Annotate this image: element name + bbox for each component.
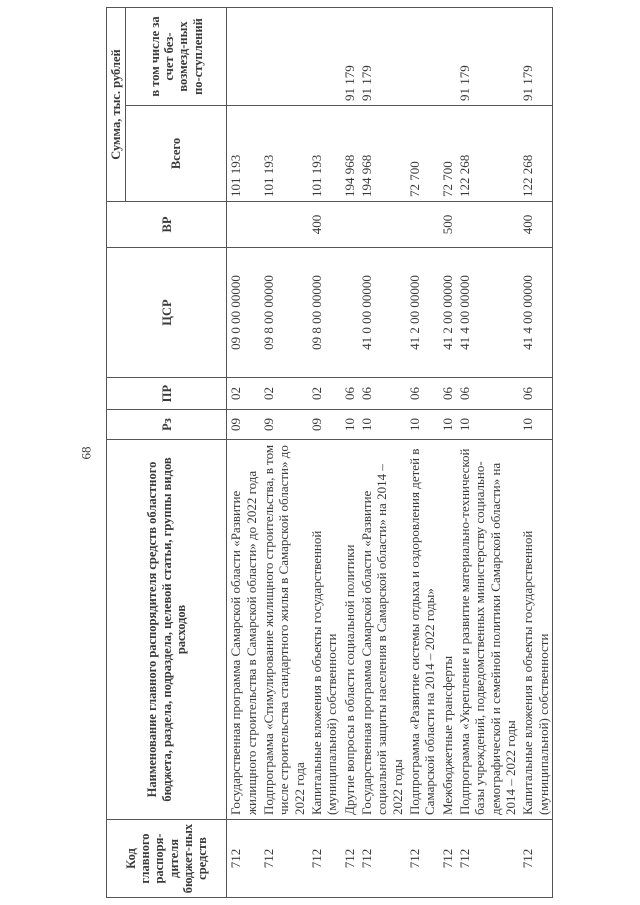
cell-name: Подпрограмма «Укрепление и развитие материально-технической базы учреждений, подведомственных министерству социально-демографической и семейной политики Самарской области» на 2014 – 2022 годы: [456, 440, 519, 820]
cell-rz: 10: [439, 410, 456, 440]
cell-total: 72 700: [439, 106, 456, 202]
cell-total: 194 968: [358, 106, 406, 202]
cell-csr: [341, 248, 358, 378]
cell-pr: 06: [519, 378, 552, 410]
cell-name: Подпрограмма «Стимулирование жилищного строительства, в том числе строительства стандартного жилья в Самарской области» до 2022 года: [260, 440, 308, 820]
cell-free: [227, 8, 260, 106]
header-pr: ПР: [107, 378, 227, 410]
cell-free: 91 179: [341, 8, 358, 106]
cell-code: 712: [227, 820, 260, 898]
cell-csr: 09 8 00 00000: [308, 248, 341, 378]
cell-total: 122 268: [456, 106, 519, 202]
cell-total: 101 193: [260, 106, 308, 202]
cell-pr: 06: [358, 378, 406, 410]
cell-csr: 09 0 00 00000: [227, 248, 260, 378]
table-row: [308, 8, 341, 898]
table-row: [456, 8, 519, 898]
cell-total: 101 193: [308, 106, 341, 202]
budget-table: [106, 7, 553, 898]
cell-rz: 10: [519, 410, 552, 440]
cell-rz: 09: [308, 410, 341, 440]
cell-csr: 41 4 00 00000: [519, 248, 552, 378]
cell-name: Капитальные вложения в объекты государственной (муниципальной) собственности: [519, 440, 552, 820]
page-number: 68: [78, 446, 94, 460]
cell-csr: 09 8 00 00000: [260, 248, 308, 378]
cell-code: 712: [406, 820, 439, 898]
cell-total: 122 268: [519, 106, 552, 202]
cell-total: 101 193: [227, 106, 260, 202]
header-rz: Рз: [107, 410, 227, 440]
cell-free: [406, 8, 439, 106]
table-row: [227, 8, 260, 898]
cell-free: [260, 8, 308, 106]
cell-pr: 02: [308, 378, 341, 410]
cell-name: Другие вопросы в области социальной политики: [341, 440, 358, 820]
header-csr: ЦСР: [107, 248, 227, 378]
cell-pr: 06: [341, 378, 358, 410]
cell-code: 712: [456, 820, 519, 898]
cell-pr: 06: [439, 378, 456, 410]
cell-vr: [406, 202, 439, 248]
cell-code: 712: [519, 820, 552, 898]
header-total: Всего: [126, 106, 227, 202]
header-vr: ВР: [107, 202, 227, 248]
cell-csr: 41 2 00 00000: [406, 248, 439, 378]
cell-total: 194 968: [341, 106, 358, 202]
table-row: [519, 8, 552, 898]
header-free: в том числе за счет без-возмезд-ных по-ступлений: [126, 8, 227, 106]
table-row: [260, 8, 308, 898]
cell-code: 712: [341, 820, 358, 898]
table-row: [358, 8, 406, 898]
header-code: Код главного распоря-дителя бюджет-ных средств: [107, 820, 227, 898]
cell-rz: 09: [227, 410, 260, 440]
budget-document: [106, 8, 640, 898]
cell-csr: 41 2 00 00000: [439, 248, 456, 378]
table-row: [439, 8, 456, 898]
cell-name: Подпрограмма «Развитие системы отдыха и оздоровления детей в Самарской области на 2014 – 2022 годы»: [406, 440, 439, 820]
cell-name: Капитальные вложения в объекты государственной (муниципальной) собственности: [308, 440, 341, 820]
cell-rz: 10: [456, 410, 519, 440]
cell-free: 91 179: [358, 8, 406, 106]
cell-rz: 10: [341, 410, 358, 440]
cell-csr: 41 0 00 00000: [358, 248, 406, 378]
cell-free: 91 179: [519, 8, 552, 106]
cell-pr: 02: [260, 378, 308, 410]
cell-vr: [358, 202, 406, 248]
cell-rz: 10: [358, 410, 406, 440]
table-row: [341, 8, 358, 898]
header-name: Наименование главного распорядителя средств областного бюджета, раздела, подраздела, целевой статьи, группы видов расходов: [107, 440, 227, 820]
cell-rz: 09: [260, 410, 308, 440]
cell-free: 91 179: [456, 8, 519, 106]
cell-name: Межбюджетные трансферты: [439, 440, 456, 820]
cell-free: [308, 8, 341, 106]
cell-code: 712: [260, 820, 308, 898]
cell-code: 712: [358, 820, 406, 898]
cell-vr: 400: [308, 202, 341, 248]
cell-pr: 06: [406, 378, 439, 410]
cell-pr: 02: [227, 378, 260, 410]
table-row: [406, 8, 439, 898]
cell-pr: 06: [456, 378, 519, 410]
cell-free: [439, 8, 456, 106]
cell-total: 72 700: [406, 106, 439, 202]
cell-name: Государственная программа Самарской области «Развитие жилищного строительства в Самарской области» до 2022 года: [227, 440, 260, 820]
cell-vr: [260, 202, 308, 248]
header-sum-group: Сумма, тыс. рублей: [107, 8, 126, 202]
cell-rz: 10: [406, 410, 439, 440]
cell-vr: [456, 202, 519, 248]
cell-vr: [341, 202, 358, 248]
cell-vr: [227, 202, 260, 248]
cell-code: 712: [439, 820, 456, 898]
cell-csr: 41 4 00 00000: [456, 248, 519, 378]
cell-name: Государственная программа Самарской области «Развитие социальной защиты населения в Самарской области» на 2014 – 2022 годы: [358, 440, 406, 820]
cell-code: 712: [308, 820, 341, 898]
cell-vr: 500: [439, 202, 456, 248]
cell-vr: 400: [519, 202, 552, 248]
